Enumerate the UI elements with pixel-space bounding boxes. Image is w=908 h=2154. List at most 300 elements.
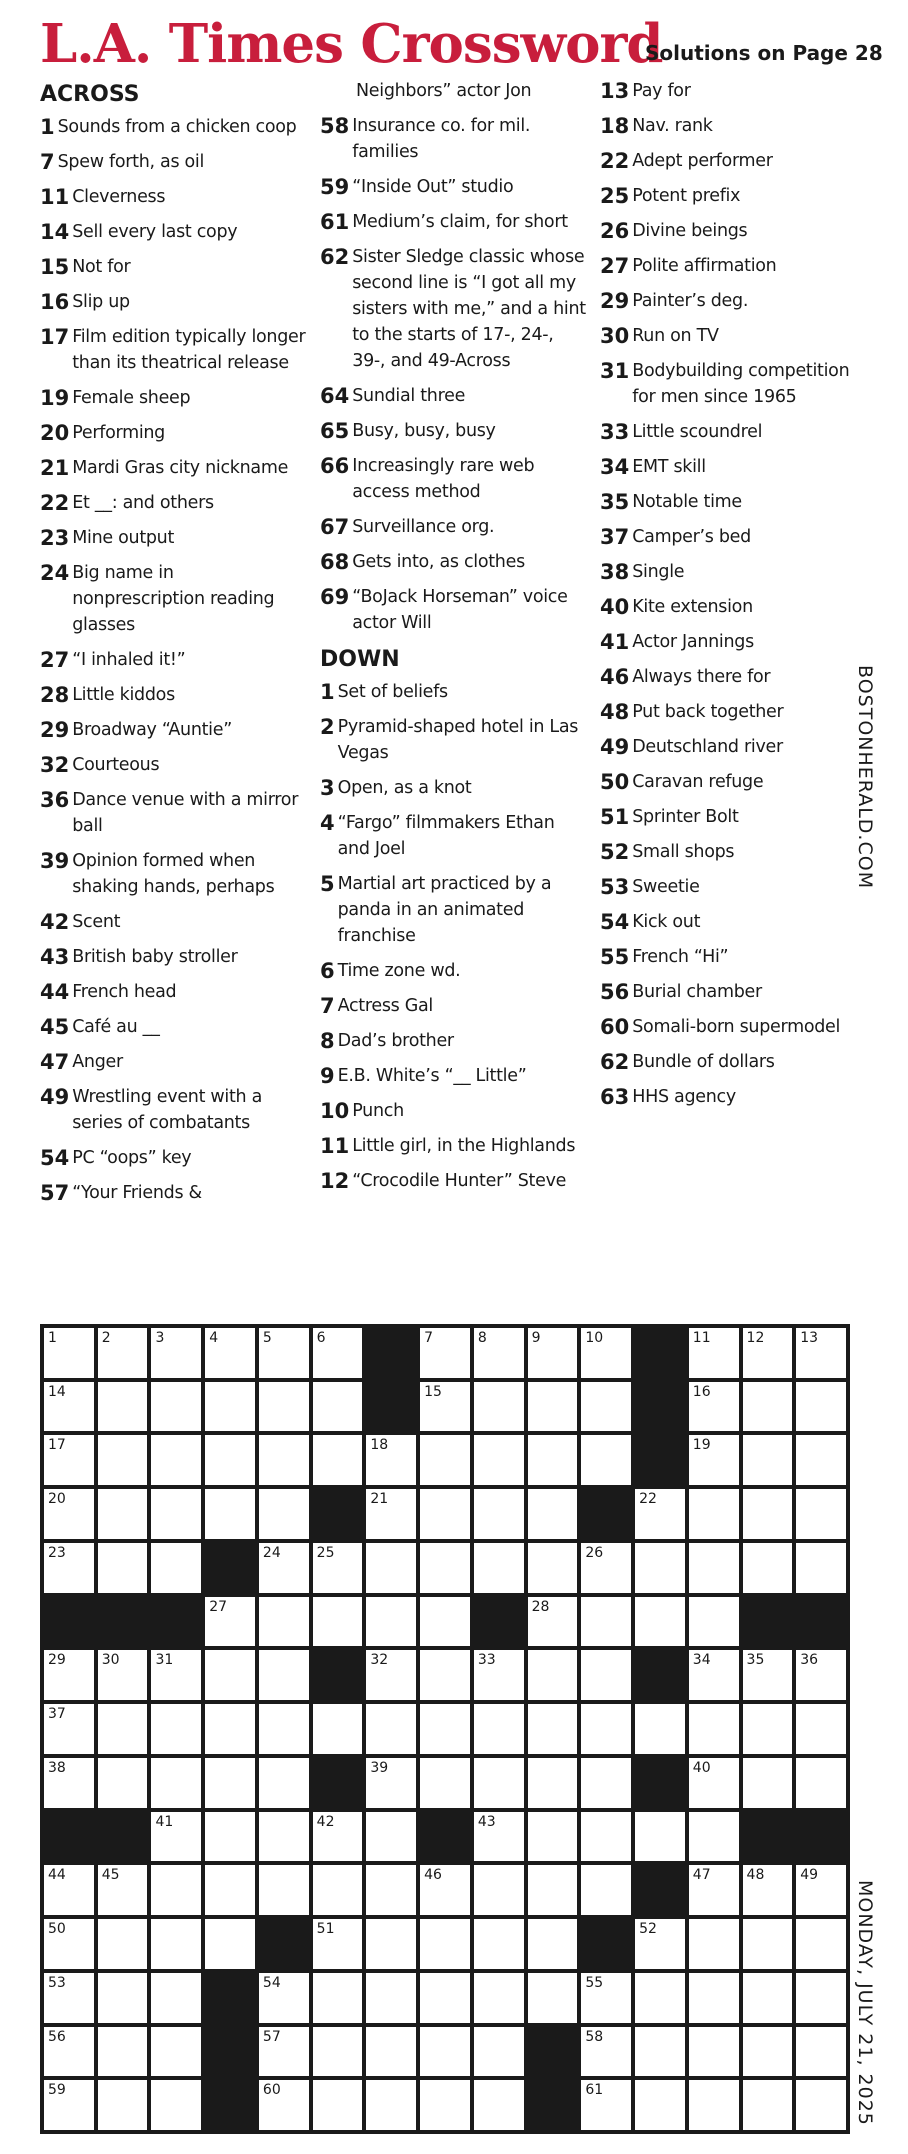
clue-item — [600, 874, 870, 900]
grid-square[interactable] — [743, 1865, 793, 1915]
clue-item — [40, 979, 310, 1005]
black-square — [743, 1812, 793, 1862]
grid-square[interactable] — [44, 1489, 94, 1539]
clue-text: Somali-born supermodel — [632, 1017, 841, 1037]
clue-number: 68 — [320, 550, 350, 574]
grid-square[interactable] — [259, 1758, 309, 1808]
clue-number: 37 — [600, 525, 630, 549]
grid-square[interactable] — [151, 1758, 201, 1808]
black-square — [581, 1489, 631, 1539]
clue-item — [600, 524, 870, 550]
grid-square[interactable] — [743, 2080, 793, 2130]
clue-text: Kick out — [632, 912, 701, 932]
grid-square[interactable] — [420, 1973, 470, 2023]
grid-square[interactable] — [474, 2080, 524, 2130]
grid-square[interactable] — [528, 1597, 578, 1647]
grid-square[interactable] — [420, 1489, 470, 1539]
clue-text: “Inside Out” studio — [352, 177, 514, 197]
grid-square[interactable] — [313, 1704, 363, 1754]
clue-number: 20 — [40, 421, 70, 445]
grid-square[interactable] — [44, 1650, 94, 1700]
grid-square[interactable] — [44, 1865, 94, 1915]
clue-number: 59 — [320, 175, 350, 199]
grid-square[interactable] — [366, 1489, 416, 1539]
grid-square[interactable] — [420, 1865, 470, 1915]
grid-square[interactable] — [151, 1489, 201, 1539]
grid-square[interactable] — [689, 1973, 739, 2023]
grid-square[interactable] — [528, 1919, 578, 1969]
grid-square[interactable] — [44, 2027, 94, 2077]
grid-square[interactable] — [581, 1597, 631, 1647]
grid-square[interactable] — [528, 1865, 578, 1915]
clue-text: “Your Friends & — [72, 1183, 202, 1203]
grid-square[interactable] — [151, 1919, 201, 1969]
clue-text: Café au __ — [72, 1017, 160, 1037]
grid-square[interactable] — [259, 1973, 309, 2023]
grid-square[interactable] — [581, 1865, 631, 1915]
clue-item — [320, 679, 590, 705]
grid-square[interactable] — [689, 1812, 739, 1862]
grid-square[interactable] — [689, 1543, 739, 1593]
clue-item — [320, 1063, 590, 1089]
square-number: 23 — [48, 1544, 66, 1561]
grid-square[interactable] — [743, 2027, 793, 2077]
clue-number: 13 — [600, 79, 630, 103]
square-number: 61 — [585, 2082, 604, 2099]
grid-square[interactable] — [420, 1382, 470, 1432]
clue-item — [40, 1145, 310, 1171]
square-number: 31 — [155, 1652, 174, 1669]
clue-number: 45 — [40, 1015, 70, 1039]
clue-number: 22 — [40, 491, 70, 515]
grid-square[interactable] — [259, 2027, 309, 2077]
grid-square[interactable] — [313, 1435, 363, 1485]
grid-square[interactable] — [581, 1435, 631, 1485]
clue-number: 53 — [600, 875, 630, 899]
grid-square[interactable] — [259, 1328, 309, 1378]
clue-item — [320, 244, 590, 374]
across-heading: ACROSS — [40, 82, 140, 107]
grid-square[interactable] — [635, 1812, 685, 1862]
grid-square[interactable] — [44, 1704, 94, 1754]
clue-text: Adept performer — [632, 151, 773, 171]
grid-square[interactable] — [689, 2027, 739, 2077]
grid-square[interactable] — [151, 2080, 201, 2130]
grid-square[interactable] — [796, 1865, 846, 1915]
grid-square[interactable] — [98, 1489, 148, 1539]
grid-square[interactable] — [259, 1435, 309, 1485]
grid-square[interactable] — [205, 1704, 255, 1754]
grid-square[interactable] — [635, 1919, 685, 1969]
square-number: 60 — [262, 2082, 281, 2099]
clue-text: Single — [632, 562, 685, 582]
clue-item — [40, 385, 310, 411]
grid-square[interactable] — [635, 2027, 685, 2077]
grid-square[interactable] — [474, 2027, 524, 2077]
grid-square[interactable] — [474, 1704, 524, 1754]
clue-text: “Fargo” filmmakers Ethan and Joel — [337, 813, 555, 859]
grid-square[interactable] — [581, 1973, 631, 2023]
grid-square[interactable] — [689, 1919, 739, 1969]
grid-square[interactable] — [259, 1650, 309, 1700]
clue-number: 24 — [40, 561, 70, 585]
grid-square[interactable] — [743, 1435, 793, 1485]
black-square — [205, 1543, 255, 1593]
black-square — [635, 1435, 685, 1485]
square-number: 24 — [262, 1544, 281, 1561]
grid-square[interactable] — [44, 1758, 94, 1808]
grid-square[interactable] — [151, 1543, 201, 1593]
clue-number: 23 — [40, 526, 70, 550]
grid-square[interactable] — [635, 1973, 685, 2023]
grid-square[interactable] — [796, 1919, 846, 1969]
grid-square[interactable] — [528, 1650, 578, 1700]
grid-square[interactable] — [313, 1919, 363, 1969]
grid-square[interactable] — [689, 1597, 739, 1647]
grid-square[interactable] — [420, 1650, 470, 1700]
grid-square[interactable] — [259, 1489, 309, 1539]
grid-square[interactable] — [581, 1382, 631, 1432]
grid-square[interactable] — [366, 2080, 416, 2130]
grid-square[interactable] — [474, 1543, 524, 1593]
clue-number: 3 — [320, 776, 335, 800]
grid-square[interactable] — [151, 1865, 201, 1915]
clue-number: 9 — [320, 1064, 335, 1088]
grid-square[interactable] — [743, 1543, 793, 1593]
grid-square[interactable] — [205, 1435, 255, 1485]
grid-square[interactable] — [44, 1973, 94, 2023]
clue-text: French “Hi” — [632, 947, 729, 967]
grid-square[interactable] — [474, 1865, 524, 1915]
grid-square[interactable] — [366, 1704, 416, 1754]
clue-number: 22 — [600, 149, 630, 173]
clue-item — [40, 909, 310, 935]
grid-square[interactable] — [528, 1543, 578, 1593]
grid-square[interactable] — [44, 1435, 94, 1485]
grid-square[interactable] — [44, 2080, 94, 2130]
grid-square[interactable] — [366, 1543, 416, 1593]
clue-text: Set of beliefs — [337, 682, 448, 702]
grid-square[interactable] — [528, 1382, 578, 1432]
grid-square[interactable] — [98, 1650, 148, 1700]
grid-square[interactable] — [420, 1435, 470, 1485]
grid-square[interactable] — [581, 1328, 631, 1378]
grid-square[interactable] — [98, 2080, 148, 2130]
grid-square[interactable] — [420, 1919, 470, 1969]
grid-square[interactable] — [796, 1489, 846, 1539]
grid-square[interactable] — [528, 1435, 578, 1485]
grid-square[interactable] — [689, 1650, 739, 1700]
grid-square[interactable] — [743, 1328, 793, 1378]
grid-square[interactable] — [313, 1382, 363, 1432]
clue-text: Actor Jannings — [632, 632, 754, 652]
grid-square[interactable] — [259, 1704, 309, 1754]
grid-square[interactable] — [743, 1382, 793, 1432]
grid-square[interactable] — [98, 1435, 148, 1485]
clue-item — [600, 979, 870, 1005]
square-number: 36 — [800, 1652, 819, 1669]
black-square — [313, 1489, 363, 1539]
black-square — [151, 1597, 201, 1647]
clue-number: 14 — [40, 220, 70, 244]
grid-square[interactable] — [366, 1758, 416, 1808]
square-number: 54 — [262, 1974, 281, 1991]
grid-square[interactable] — [313, 1973, 363, 2023]
clue-number: 32 — [40, 753, 70, 777]
grid-square[interactable] — [313, 1328, 363, 1378]
clue-text: Open, as a knot — [337, 778, 472, 798]
clue-number: 19 — [40, 386, 70, 410]
square-number: 44 — [48, 1867, 66, 1884]
grid-square[interactable] — [796, 1758, 846, 1808]
grid-square[interactable] — [689, 1435, 739, 1485]
grid-square[interactable] — [151, 1382, 201, 1432]
grid-square[interactable] — [259, 1382, 309, 1432]
grid-square[interactable] — [44, 1919, 94, 1969]
grid-square[interactable] — [796, 1382, 846, 1432]
grid-square[interactable] — [98, 1973, 148, 2023]
grid-square[interactable] — [528, 1328, 578, 1378]
clue-text: Sounds from a chicken coop — [57, 117, 297, 137]
clue-text: Martial art practiced by a panda in an animated franchise — [337, 874, 552, 946]
grid-square[interactable] — [689, 1865, 739, 1915]
grid-square[interactable] — [689, 1489, 739, 1539]
grid-square[interactable] — [259, 1543, 309, 1593]
grid-square[interactable] — [796, 2080, 846, 2130]
grid-square[interactable] — [581, 1650, 631, 1700]
grid-square[interactable] — [366, 1812, 416, 1862]
clue-number: 26 — [600, 219, 630, 243]
grid-square[interactable] — [474, 1435, 524, 1485]
grid-square[interactable] — [313, 2027, 363, 2077]
grid-square[interactable] — [689, 1758, 739, 1808]
square-number: 47 — [692, 1867, 711, 1884]
grid-square[interactable] — [98, 1543, 148, 1593]
grid-square[interactable] — [366, 1650, 416, 1700]
grid-square[interactable] — [581, 1543, 631, 1593]
grid-square[interactable] — [581, 1758, 631, 1808]
clue-text: Performing — [72, 423, 165, 443]
square-number: 49 — [800, 1867, 819, 1884]
grid-square[interactable] — [366, 1919, 416, 1969]
grid-square[interactable] — [528, 1704, 578, 1754]
grid-square[interactable] — [98, 1865, 148, 1915]
grid-square[interactable] — [635, 1704, 685, 1754]
grid-square[interactable] — [474, 1758, 524, 1808]
clue-number: 7 — [320, 994, 335, 1018]
clue-text: Sundial three — [352, 386, 466, 406]
grid-square[interactable] — [796, 1328, 846, 1378]
grid-square[interactable] — [420, 2027, 470, 2077]
grid-square[interactable] — [313, 2080, 363, 2130]
grid-square[interactable] — [98, 2027, 148, 2077]
grid-square[interactable] — [366, 1435, 416, 1485]
grid-square[interactable] — [205, 1865, 255, 1915]
grid-square[interactable] — [151, 1812, 201, 1862]
grid-square[interactable] — [474, 1328, 524, 1378]
clue-number: 28 — [40, 683, 70, 707]
grid-square[interactable] — [151, 1973, 201, 2023]
grid-square[interactable] — [98, 1704, 148, 1754]
grid-square[interactable] — [259, 2080, 309, 2130]
grid-square[interactable] — [796, 2027, 846, 2077]
clue-item — [600, 113, 870, 139]
grid-square[interactable] — [420, 1758, 470, 1808]
grid-square[interactable] — [205, 1919, 255, 1969]
black-square — [420, 1812, 470, 1862]
clue-number: 12 — [320, 1169, 350, 1193]
clue-item — [40, 490, 310, 516]
square-number: 58 — [585, 2028, 604, 2045]
grid-square[interactable] — [44, 1543, 94, 1593]
clue-item — [600, 419, 870, 445]
square-number: 55 — [585, 1974, 604, 1991]
grid-square[interactable] — [743, 1973, 793, 2023]
clue-text: Nav. rank — [632, 116, 713, 136]
clue-number: 40 — [600, 595, 630, 619]
clue-item — [40, 324, 310, 376]
grid-square[interactable] — [151, 2027, 201, 2077]
clue-item — [320, 453, 590, 505]
grid-square[interactable] — [313, 1543, 363, 1593]
clue-number: 41 — [600, 630, 630, 654]
black-square — [635, 1382, 685, 1432]
clue-item — [320, 714, 590, 766]
square-number: 28 — [531, 1598, 550, 1615]
grid-square[interactable] — [366, 1597, 416, 1647]
clue-number: 48 — [600, 700, 630, 724]
grid-square[interactable] — [420, 1543, 470, 1593]
grid-square[interactable] — [581, 2080, 631, 2130]
grid-square[interactable] — [635, 1543, 685, 1593]
grid-square[interactable] — [528, 1973, 578, 2023]
clue-number: 58 — [320, 114, 350, 138]
grid-square[interactable] — [689, 1328, 739, 1378]
grid-square[interactable] — [98, 1919, 148, 1969]
grid-square[interactable] — [796, 1704, 846, 1754]
grid-square[interactable] — [474, 1489, 524, 1539]
grid-square[interactable] — [689, 2080, 739, 2130]
black-square — [313, 1758, 363, 1808]
grid-square[interactable] — [98, 1758, 148, 1808]
grid-square[interactable] — [581, 1704, 631, 1754]
grid-square[interactable] — [474, 1382, 524, 1432]
grid-square[interactable] — [474, 1973, 524, 2023]
clue-item — [320, 113, 590, 165]
square-number: 8 — [477, 1330, 487, 1346]
grid-square[interactable] — [743, 1650, 793, 1700]
grid-square[interactable] — [528, 1812, 578, 1862]
black-square — [313, 1650, 363, 1700]
grid-square[interactable] — [98, 1328, 148, 1378]
clue-text: Actress Gal — [337, 996, 433, 1016]
grid-square[interactable] — [205, 1489, 255, 1539]
grid-square[interactable] — [581, 2027, 631, 2077]
grid-square[interactable] — [528, 1489, 578, 1539]
clue-number: 4 — [320, 811, 335, 835]
grid-square[interactable] — [420, 1704, 470, 1754]
square-number: 21 — [370, 1491, 389, 1508]
black-square — [635, 1328, 685, 1378]
clue-item — [600, 769, 870, 795]
grid-square[interactable] — [151, 1704, 201, 1754]
grid-square[interactable] — [689, 1704, 739, 1754]
clue-text: Film edition typically longer than its theatrical release — [72, 327, 306, 373]
clue-number: 60 — [600, 1015, 630, 1039]
clue-item — [40, 752, 310, 778]
grid-square[interactable] — [635, 1489, 685, 1539]
square-number: 33 — [477, 1652, 496, 1669]
grid-square[interactable] — [205, 1650, 255, 1700]
grid-square[interactable] — [205, 1758, 255, 1808]
clue-text: Sell every last copy — [72, 222, 238, 242]
clue-item — [320, 514, 590, 540]
clue-text: Potent prefix — [632, 186, 741, 206]
grid-square[interactable] — [474, 1919, 524, 1969]
grid-square[interactable] — [313, 1865, 363, 1915]
grid-square[interactable] — [743, 1489, 793, 1539]
grid-square[interactable] — [205, 1597, 255, 1647]
grid-square[interactable] — [44, 1382, 94, 1432]
grid-square[interactable] — [635, 1597, 685, 1647]
square-number: 42 — [316, 1813, 335, 1830]
grid-square[interactable] — [743, 1919, 793, 1969]
grid-square[interactable] — [313, 1812, 363, 1862]
grid-square[interactable] — [796, 1650, 846, 1700]
grid-square[interactable] — [44, 1328, 94, 1378]
grid-square[interactable] — [151, 1435, 201, 1485]
grid-square[interactable] — [366, 1973, 416, 2023]
clue-number: 54 — [40, 1146, 70, 1170]
grid-square[interactable] — [259, 1597, 309, 1647]
grid-square[interactable] — [796, 1543, 846, 1593]
grid-square[interactable] — [205, 1812, 255, 1862]
square-number: 5 — [262, 1330, 272, 1346]
clue-item — [40, 647, 310, 673]
grid-square[interactable] — [528, 1758, 578, 1808]
grid-square[interactable] — [366, 2027, 416, 2077]
clue-item — [320, 775, 590, 801]
grid-square[interactable] — [581, 1812, 631, 1862]
clue-number: 18 — [600, 114, 630, 138]
clue-text: Divine beings — [632, 221, 748, 241]
grid-square[interactable] — [420, 1597, 470, 1647]
grid-square[interactable] — [689, 1382, 739, 1432]
grid-square[interactable] — [474, 1650, 524, 1700]
clue-number: 64 — [320, 384, 350, 408]
grid-square[interactable] — [98, 1382, 148, 1432]
grid-square[interactable] — [796, 1973, 846, 2023]
grid-square[interactable] — [420, 1328, 470, 1378]
grid-square[interactable] — [205, 1328, 255, 1378]
grid-square[interactable] — [151, 1650, 201, 1700]
grid-square[interactable] — [743, 1704, 793, 1754]
clue-number: 46 — [600, 665, 630, 689]
grid-square[interactable] — [474, 1812, 524, 1862]
clue-item — [600, 253, 870, 279]
grid-square[interactable] — [313, 1597, 363, 1647]
grid-square[interactable] — [743, 1758, 793, 1808]
grid-square[interactable] — [796, 1435, 846, 1485]
grid-square[interactable] — [366, 1865, 416, 1915]
grid-square[interactable] — [635, 2080, 685, 2130]
grid-square[interactable] — [259, 1865, 309, 1915]
clue-number: 29 — [40, 718, 70, 742]
grid-square[interactable] — [151, 1328, 201, 1378]
grid-square[interactable] — [259, 1812, 309, 1862]
grid-square[interactable] — [420, 2080, 470, 2130]
grid-square[interactable] — [205, 1382, 255, 1432]
